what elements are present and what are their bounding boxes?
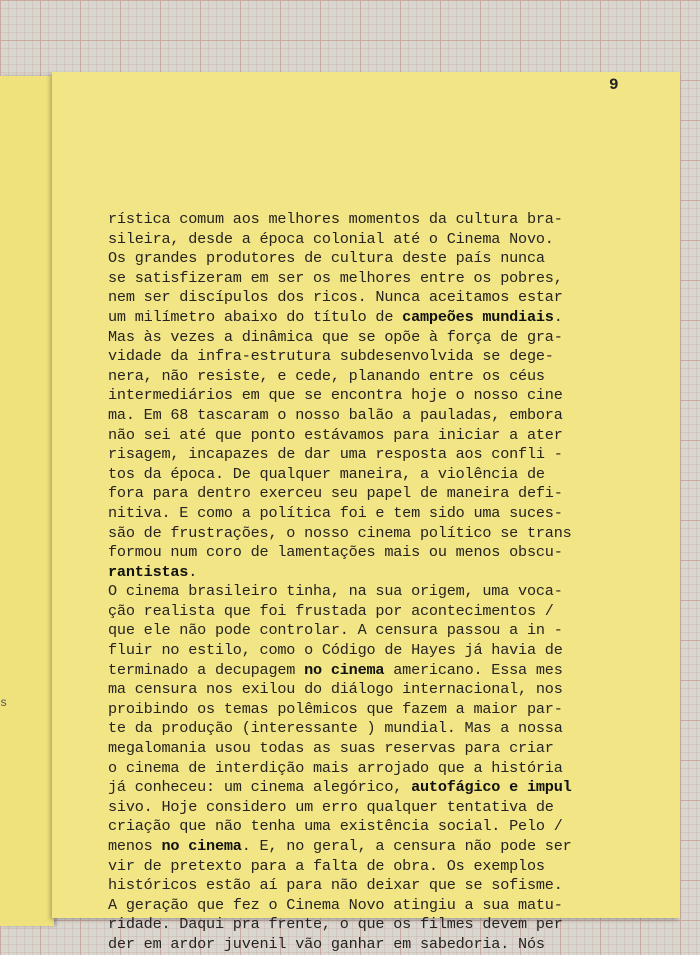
text-line: não sei até que ponto estávamos para iniciar a ater: [108, 425, 563, 444]
text-line: fluir no estilo, como o Código de Hayes já havia de: [108, 641, 563, 660]
text-line: nem ser discípulos dos ricos. Nunca aceitamos estar: [108, 288, 563, 307]
typewritten-page: [52, 72, 680, 953]
text-line: formou num coro de lamentações mais ou menos obscu-: [108, 543, 563, 562]
text-line: megalomania usou todas as suas reservas para criar: [108, 739, 554, 758]
typewritten-text: [108, 210, 668, 955]
text-line: ção realista que foi frustada por acontecimentos /: [108, 601, 554, 620]
text-line: ma censura nos exilou do diálogo internacional, nos: [108, 680, 563, 699]
page-number: 9: [609, 76, 620, 94]
text-line: sileira, desde a época colonial até o Cinema Novo.: [108, 229, 554, 248]
text-line: intermediários em que se encontra hoje o nosso cine: [108, 386, 563, 405]
text-line: sivo. Hoje considero um erro qualquer tentativa de: [108, 797, 554, 816]
text-line: terminado a decupagem no cinema americano. Essa mes: [108, 660, 563, 679]
text-line: tos da época. De qualquer maneira, a violência de: [108, 464, 545, 483]
text-line: criação que não tenha uma existência social. Pelo /: [108, 817, 563, 836]
text-line: A geração que fez o Cinema Novo atingiu a sua matu-: [108, 895, 563, 914]
text-line: um milímetro abaixo do título de campeões mundiais.: [108, 307, 563, 326]
text-line: que ele não pode controlar. A censura passou a in -: [108, 621, 563, 640]
text-line: rantistas.: [108, 562, 198, 581]
text-line: Mas às vezes a dinâmica que se opõe à força de gra-: [108, 327, 563, 346]
text-line: vir de pretexto para a falta de obra. Os exemplos: [108, 856, 545, 875]
text-line: menos no cinema. E, no geral, a censura não pode ser: [108, 837, 572, 855]
text-line: der em ardor juvenil vão ganhar em sabedoria. Nós: [108, 934, 545, 953]
text-line: Os grandes produtores de cultura deste país nunca: [108, 249, 545, 268]
back-sheet-mark: s: [0, 696, 8, 710]
text-line: nera, não resiste, e cede, planando entre os céus: [108, 366, 545, 385]
text-line: já conheceu: um cinema alegórico, autofágico e impul: [108, 778, 572, 797]
text-line: te da produção (interessante ) mundial. Mas a nossa: [108, 719, 563, 738]
text-line: vidade da infra-estrutura subdesenvolvida se dege-: [108, 347, 554, 366]
text-line: ma. Em 68 tascaram o nosso balão a pauladas, embora: [108, 405, 563, 424]
back-sheet: [0, 76, 54, 926]
text-line: rística comum aos melhores momentos da cultura bra-: [108, 210, 563, 228]
text-line: proibindo os temas polêmicos que fazem a maior par-: [108, 699, 563, 718]
text-line: nitiva. E como a política foi e tem sido uma suces-: [108, 503, 563, 522]
text-line: o cinema de interdição mais arrojado que a história: [108, 758, 563, 777]
text-line: risagem, incapazes de dar uma resposta aos confli -: [108, 445, 563, 464]
text-line: O cinema brasileiro tinha, na sua origem, uma voca-: [108, 582, 563, 601]
text-line: históricos estão aí para não deixar que se sofisme.: [108, 876, 563, 895]
text-line: fora para dentro exerceu seu papel de maneira defi-: [108, 484, 563, 503]
text-line: são de frustrações, o nosso cinema político se trans: [108, 523, 572, 542]
text-line: ridade. Daqui pra frente, o que os filmes devem per: [108, 915, 563, 934]
text-line: se satisfizeram em ser os melhores entre os pobres,: [108, 268, 563, 287]
